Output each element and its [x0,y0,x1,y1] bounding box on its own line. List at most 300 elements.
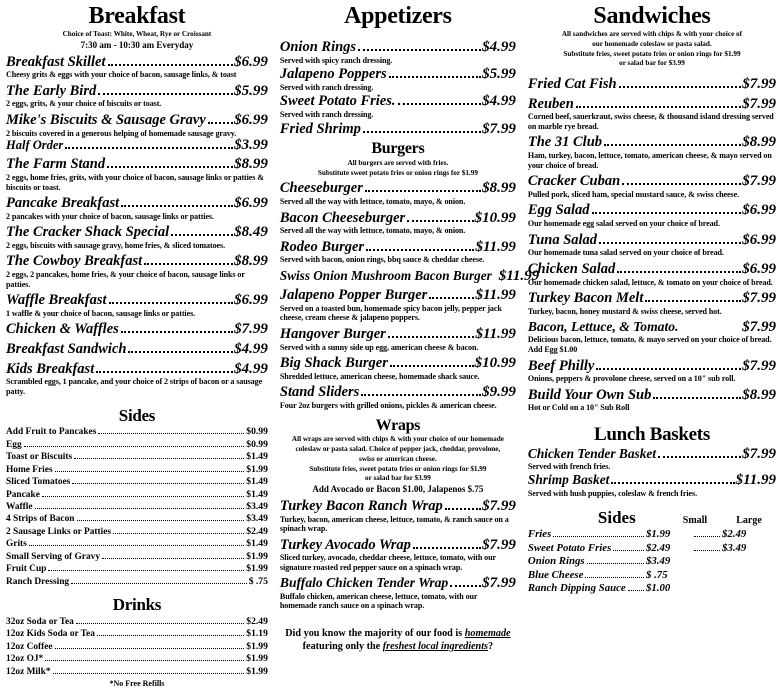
side-name: Home Fries [6,464,53,475]
leader-dots [42,496,244,497]
leader-dots [98,433,244,434]
side-price: $1.99 [246,550,268,562]
leader-dots [128,351,233,353]
item-price: $6.99 [234,111,268,128]
leader-dots [445,508,481,510]
leader-dots [413,547,481,549]
sandwiches-note-3: Substitute fries, sweet potato fries or onion rings for $1.99 [563,49,741,58]
side-name: Toast or Biscuits [6,452,73,463]
item-description: Served all the way with lettuce, tomato, mayo, & onion. [279,226,466,236]
side-name: Ranch Dipping Sauce [527,582,626,595]
side-name: Fruit Cup [6,564,47,575]
burgers-note-2: Substitute sweet potato fries or onion rings for $1.99 [317,168,478,177]
list-item [6,641,268,653]
sandwiches-note-2: our homemade coleslaw or pasta salad. [592,39,712,48]
item-description: Cheesy grits & eggs with your choice of bacon, sausage links, & toast [6,70,237,80]
leader-dots [599,242,741,244]
list-item [6,563,268,575]
menu-item [280,326,516,352]
side-name: Egg [6,439,22,450]
side-price-small: $ .75 [646,568,668,581]
leader-dots [109,302,234,304]
leader-dots [388,336,475,338]
menu-item [528,173,776,199]
item-price: $8.99 [234,156,268,173]
leader-dots [694,550,720,551]
item-name: Reuben [527,95,574,112]
menu-item [279,268,540,285]
item-name: Breakfast Sandwich [6,341,127,358]
item-price: $11.99 [475,238,516,255]
menu-item [528,76,776,93]
wraps-note-4: Substitute fries, sweet potato fries or onion rings for $1.99 [309,464,487,473]
item-name: Bacon, Lettuce, & Tomato. [527,319,679,335]
item-name: Tuna Salad [527,231,598,248]
drink-name: 32oz Soda or Tea [6,616,74,627]
item-price: $7.99 [742,319,776,336]
side-price: $1.99 [246,463,268,475]
wraps-note-2: coleslaw or pasta salad. Choice of pepper jack, cheddar, provolone, [295,444,501,453]
breakfast-toast-note: Choice of Toast: White, Wheat, Rye or Croissant [62,29,212,38]
leader-dots [71,583,247,584]
leader-dots [694,536,720,537]
leader-dots [72,483,244,484]
drink-price: $1.99 [246,653,268,665]
list-item [6,451,268,463]
side-price: $3.49 [246,513,268,525]
appetizers-column [274,3,540,652]
leader-dots [208,122,233,124]
item-name: Shrimp Basket [527,472,610,488]
table-row [528,569,776,582]
menu-item [280,575,516,610]
side-price: $0.99 [246,438,268,450]
burgers-heading: Burgers [371,140,425,158]
leader-dots [55,648,245,649]
item-price: $6.99 [742,231,776,248]
item-name: Chicken & Waffles [6,321,119,338]
leader-dots [77,520,245,521]
item-name: Mike's Biscuits & Sausage Gravy [6,111,206,128]
leader-dots [96,371,233,373]
item-name: Turkey Bacon Ranch Wrap [279,497,443,514]
item-description: Served with bacon, onion rings, bbq sauce & cheddar cheese. [279,255,485,265]
menu-item [6,195,268,221]
list-item [6,464,268,476]
list-item [6,628,268,640]
menu-item [6,112,268,153]
item-name: Cheeseburger [279,180,363,197]
side-name: Ranch Dressing [6,576,70,587]
item-price: $6.99 [742,202,776,219]
leader-dots [121,205,233,207]
list-item [6,513,268,525]
leader-dots [628,590,644,591]
item-description: Shredded lettuce, american cheese, homemade shack sauce. [279,371,480,381]
item-description: Our homemade chicken salad, lettuce, & tomato on your choice of bread. [527,277,773,287]
leader-dots [587,563,644,564]
side-name: 2 Sausage Links or Patties [6,526,112,537]
item-name: Cracker Cuban [527,173,621,190]
menu-item [6,83,268,109]
item-name: Stand Sliders [279,384,360,401]
menu-item [528,96,776,132]
drink-price: $1.99 [246,640,268,652]
item-name: Breakfast Skillet [6,53,106,70]
item-description: Corned beef, sauerkraut, swiss cheese, & thousand island dressing served on marble rye bread. [527,112,774,131]
item-description: Served all the way with lettuce, tomato, mayo, & onion. [279,197,466,207]
drink-price: $1.19 [246,628,268,640]
side-price-small: $1.00 [646,582,671,595]
item-price: $6.99 [234,195,268,212]
leader-dots [604,144,741,146]
item-name: Big Shack Burger [279,355,388,372]
item-description: Scrambled eggs, 1 pancake, and your choice of 2 strips of bacon or a sausage patty. [6,377,263,396]
list-item [6,439,268,451]
leader-dots [389,76,482,78]
sides-table-header [528,508,776,528]
table-row [528,542,776,555]
item-description: Served with ranch dressing. [279,110,374,120]
item-description: Served with ranch dressing. [279,82,374,92]
item-description: Served on a toasted bun, homemade spicy bacon jelly, pepper jack cheese, cream cheese & jalapeno poppers. [279,303,502,323]
wraps-note-6: Add Avocado or Bacon $1.00, Jalapenos $.75 [312,484,484,495]
leader-dots [361,394,481,396]
item-price: $8.49 [234,224,268,241]
item-name: Turkey Avocado Wrap [279,536,411,553]
half-order-label: Half Order [6,138,64,153]
item-price: $6.99 [742,260,776,277]
leader-dots [613,550,644,551]
item-price: $5.99 [234,82,268,99]
side-name: Sweet Potato Fries [527,541,612,554]
side-price: $1.49 [246,451,268,463]
side-price: $1.99 [246,563,268,575]
item-price: $7.99 [482,575,516,592]
menu-item [528,261,776,287]
item-price: $7.99 [234,321,268,338]
drink-price: $1.99 [246,665,268,677]
breakfast-sides-list [6,426,268,588]
item-name: The 31 Club [527,134,603,151]
side-name: Add Fruit to Pancakes [6,427,97,438]
side-price: $1.49 [246,476,268,488]
item-description: Served with spicy ranch dressing. [279,55,393,65]
item-price: $8.99 [742,386,776,403]
menu-item [280,121,516,138]
side-name: Small Serving of Gravy [6,551,101,562]
leader-dots [592,212,742,214]
lunch-baskets-heading: Lunch Baskets [593,423,710,445]
leader-dots [55,471,245,472]
side-name: Fries [527,528,552,541]
footer-line2-suffix: ? [488,640,494,652]
sides-table-title: Sides [597,508,636,528]
item-name: Fried Cat Fish [527,76,617,93]
item-price: $7.99 [742,445,776,462]
item-description: Pulled pork, sliced ham, special mustard sauce, & swiss cheese. [527,189,739,199]
leader-dots [29,545,244,546]
leader-dots [429,297,474,299]
item-name: Rodeo Burger [279,238,365,255]
wraps-note-5: or salad bar for $3.99 [365,474,431,483]
item-description: Our homemade tuna salad served on your choice of bread. [527,248,724,258]
leader-dots [358,49,481,51]
leader-dots [53,673,245,674]
leader-dots [48,570,244,571]
leader-dots [576,106,741,108]
item-description: Turkey, bacon, honey mustard & swiss cheese, served hot. [527,306,722,316]
item-price: $7.99 [742,95,776,112]
sandwiches-heading: Sandwiches [593,3,711,29]
drink-name: 12oz Kids Soda or Tea [6,629,95,640]
item-description: 2 pancakes with your choice of bacon, sausage links or patties. [6,211,214,221]
menu-item [280,39,516,65]
item-description: 2 eggs, home fries, grits, with your choice of bacon, sausage links or patties & biscuits or toast. [6,172,264,192]
wraps-heading: Wraps [375,416,421,434]
leader-dots [97,635,244,636]
leader-dots [98,93,233,95]
menu-item [528,358,776,384]
item-name: Jalapeno Poppers [279,66,387,83]
breakfast-sides-heading: Sides [118,405,156,425]
menu-item [528,232,776,258]
item-price: $11.99 [475,325,516,342]
menu-item [280,93,516,119]
leader-dots [45,660,244,661]
sandwiches-note-1: All sandwiches are served with chips & with your choice of [561,29,743,38]
item-price: $11.99 [735,472,776,489]
wraps-note-1: All wraps are served with chips & with your choice of our homemade [291,435,504,444]
item-price: $7.99 [482,120,516,137]
side-price: $1.49 [246,538,268,550]
side-price: $ .75 [248,575,268,587]
leader-dots [363,131,481,133]
menu-item [280,210,516,236]
menu-item [280,384,516,410]
item-description: Served with french fries. [527,461,611,471]
item-price: $7.99 [482,497,516,514]
list-item [6,538,268,550]
item-price: $7.99 [742,173,776,190]
menu-item [528,202,776,228]
item-price: $10.99 [474,355,516,372]
item-name: Kids Breakfast [6,360,95,377]
sandwiches-note-4: or salad bar for $3.99 [619,59,685,68]
side-price: $0.99 [246,426,268,438]
drinks-heading: Drinks [112,595,162,615]
item-price: $4.99 [482,38,516,55]
menu-item [280,66,516,92]
side-price: $1.49 [246,488,268,500]
side-price: $2.49 [246,525,268,537]
menu-item [528,387,776,413]
sandwiches-column [522,4,776,603]
item-price: $9.99 [482,384,516,401]
menu-item [6,361,268,397]
footer-line2-prefix: featuring only the [302,640,383,652]
item-description: Sliced turkey, avocado, cheddar cheese, lettuce, tomato, with our signature roasted red pepper sauce on a spinach wrap. [279,553,496,572]
drink-price: $2.49 [246,615,268,627]
item-name: Sweet Potato Fries. [279,93,396,110]
side-name: 4 Strips of Bacon [6,514,75,525]
side-name: Blue Cheese [527,568,584,581]
menu-item [6,253,268,289]
footer-ingredients-emphasis: freshest local ingredients [382,640,489,652]
item-name: Buffalo Chicken Tender Wrap [279,575,449,591]
leader-dots [365,190,481,192]
leader-dots [121,331,233,333]
item-description: Buffalo chicken, american cheese, lettuce, tomato, with our homemade ranch sauce on a spinach wrap. [279,591,478,611]
drink-name: 12oz Milk* [6,666,51,677]
sides-col-small: Small [682,515,708,527]
item-name: Fried Shrimp [279,120,361,137]
item-price: $6.99 [234,292,268,309]
sides-table-body [528,528,776,595]
footer-line1-prefix: Did you know the majority of our food is [285,627,465,639]
item-description: Four 2oz burgers with grilled onions, pickles & american cheese. [279,401,497,411]
leader-dots [65,147,233,149]
menu-item [6,224,268,250]
menu-item [528,319,776,354]
table-row [528,528,776,541]
item-description: 2 eggs, 2 pancakes, home fries, & your choice of bacon, sausage links or patties. [6,270,245,289]
item-price: $4.99 [482,93,516,110]
menu-item [528,472,776,498]
side-name: Grits [6,539,27,550]
menu-item [6,341,268,358]
leader-dots [102,558,244,559]
leader-dots [144,263,233,265]
sides-col-large: Large [736,515,762,527]
item-description: Hot or Cold on a 10" Sub Roll [527,403,630,413]
item-price: $4.99 [234,341,268,358]
leader-dots [108,64,234,66]
leader-dots [622,183,741,185]
leader-dots [407,220,473,222]
item-description: Our homemade egg salad served on your choice of bread. [527,219,720,229]
item-price: $11.99 [498,268,540,285]
menu-item [6,156,268,192]
item-price: $7.99 [742,357,776,374]
item-name: Chicken Tender Basket [527,445,657,461]
item-price: $7.99 [742,76,776,93]
leader-dots [107,166,233,168]
list-item [6,501,268,513]
list-item [6,616,268,628]
side-price-small: $3.49 [646,555,671,568]
menu-item [280,498,516,534]
item-price: $10.99 [474,209,516,226]
item-name: Hangover Burger [279,325,386,342]
item-price: $7.99 [482,536,516,553]
item-name: Waffle Breakfast [6,292,107,309]
item-name: The Farm Stand [6,156,106,173]
list-item [6,666,268,678]
leader-dots [76,623,244,624]
leader-dots [366,249,474,251]
drinks-list [6,616,268,678]
list-item [6,526,268,538]
side-price-large: $3.49 [722,541,747,554]
menu-item [528,290,776,316]
breakfast-column [6,3,274,688]
item-price: $8.99 [234,253,268,270]
menu-item [280,287,516,323]
item-description: Ham, turkey, bacon, lettuce, tomato, american cheese, & mayo served on your choice of bread. [527,151,772,170]
leader-dots [596,368,741,370]
leader-dots [171,234,233,236]
leader-dots [450,585,481,587]
drink-name: 12oz Coffee [6,641,53,652]
footer-homemade-emphasis: homemade [464,627,511,639]
side-name: Pancake [6,489,40,500]
drinks-refill-note: *No Free Refills [109,679,165,688]
item-description: 2 eggs, grits, & your choice of biscuits or toast. [6,99,162,109]
item-name: Build Your Own Sub [527,386,652,403]
leader-dots [611,482,734,484]
menu-item [6,321,268,338]
menu-item [280,355,516,381]
menu-item [280,239,516,265]
list-item [6,576,268,588]
item-name: Bacon Cheeseburger [279,209,406,226]
leader-dots [113,533,244,534]
item-description: 2 eggs, biscuits with sausage gravy, home fries, & sliced tomatoes. [6,240,226,250]
item-name: Turkey Bacon Melt [527,290,644,307]
table-row [528,555,776,568]
item-price: $7.99 [742,290,776,307]
item-price: $4.99 [234,360,268,377]
item-name: Jalapeno Popper Burger [279,287,428,304]
menu-item [280,180,516,206]
item-price: $5.99 [482,66,516,83]
side-name: Onion Rings [527,555,585,568]
side-name: Waffle [6,501,33,512]
appetizers-heading: Appetizers [344,3,452,29]
leader-dots [619,86,742,88]
leader-dots [398,103,482,105]
leader-dots [658,456,741,458]
list-item [6,653,268,665]
homemade-footer-note [280,627,516,654]
burgers-note-1: All burgers are served with fries. [347,158,449,167]
list-item [6,551,268,563]
leader-dots [390,365,474,367]
side-price-small: $2.49 [646,541,671,554]
item-name: Onion Rings [279,38,357,55]
item-description: Onions, peppers & provolone cheese, served on a 10" sub roll. [527,374,736,384]
side-price: $3.49 [246,500,268,512]
leader-dots [653,397,741,399]
menu-item [6,292,268,318]
leader-dots [617,271,741,273]
breakfast-heading: Breakfast [88,3,186,29]
leader-dots [35,508,245,509]
leader-dots [24,446,245,447]
leader-dots [74,458,244,459]
leader-dots [553,536,644,537]
table-row [528,582,776,595]
side-name: Sliced Tomatoes [6,477,71,488]
item-name: The Early Bird [6,82,97,99]
item-name: The Cracker Shack Special [6,224,170,241]
item-name: Swiss Onion Mushroom Bacon Burger [279,268,492,284]
item-description: Served with hush puppies, coleslaw & french fries. [527,488,697,498]
list-item [6,426,268,438]
item-name: Egg Salad [527,202,590,219]
item-price: $8.99 [742,134,776,151]
